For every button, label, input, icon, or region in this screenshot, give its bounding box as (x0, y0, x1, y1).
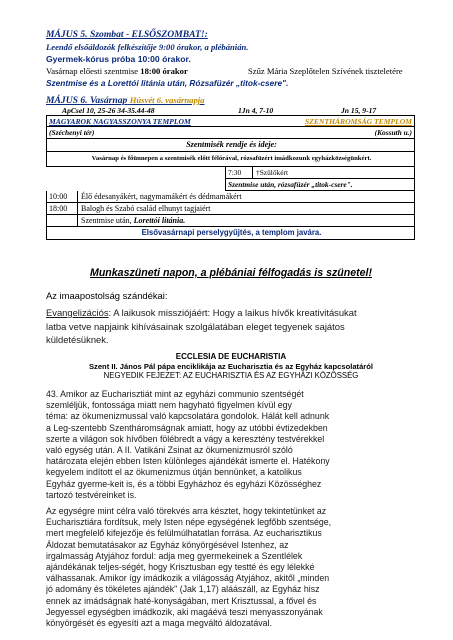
prayer-text-line: küldetésüknek. (46, 334, 109, 345)
vigil-mass-label: Vasárnap előesti szentmise (46, 66, 139, 76)
encyclical-paragraph-1 (46, 389, 416, 501)
litany-label: Lorettói litánia. (133, 216, 186, 225)
mass-note: Szentmise után, rózsafüzér „titok-csere". (228, 180, 353, 189)
mass-note: Szentmise után, Lorettói litánia. (81, 216, 186, 225)
paragraph-line: Eucharisztiára fordítsuk, mely Isten népe egységének legfőbb szentsége, (46, 517, 332, 528)
paragraph-line: való egység után. A II. Vatikáni Zsinat az ökumenizmusról szóló (46, 445, 293, 456)
church-address-row (46, 127, 415, 139)
may5-vigil-mass (46, 66, 188, 76)
reading-first: ApCsel 10, 25-26 34-35.44-48 (62, 106, 155, 115)
rosary-notice: Vasárnap és főünnepen a szentmisék előtt félórával, rózsafüzért imádkozunk egyházközségünkért. (91, 155, 372, 162)
table-row (46, 227, 415, 240)
may6-title (46, 95, 204, 106)
paragraph-line: mert megfelelő kifejezője és felülmúlhatatlan forrása. Az eucharisztikus (46, 528, 322, 539)
paragraph-line: szemléljük, fontossága miatt nem hagyható figyelmen kívül egy (46, 400, 292, 411)
collection-note: Elsővasárnapi perselygyűjtés, a templom javára. (141, 228, 322, 237)
paragraph-line: Az egységre mint célra való törekvés arra késztet, hogy tekintetünket az (46, 506, 327, 516)
church-header-row (46, 115, 415, 127)
table-row (46, 215, 415, 227)
may5-title: MÁJUS 5. Szombat - ELSŐSZOMBAT!: (46, 29, 208, 40)
encyclical-title: ECCLESIA DE EUCHARISTIA (175, 352, 287, 361)
paragraph-line: jó adomány és tökéletes ajándék" (Jak 1,17) aláászáll, az Egyház hisz (46, 584, 320, 595)
paragraph-line: 43. Amikor az Eucharisztiát mint az egyházi communio szentségét (46, 389, 304, 399)
paragraph-line: válhassanak. Amikor így imádkozik a világosság Atyjához, akitől „minden (46, 573, 330, 584)
paragraph-line: Áldozat bemutatásakor az Egyház könyörgésével Istenhez, az (46, 539, 289, 550)
church-left-name: MAGYAROK NAGYASSZONYA TEMPLOM (49, 117, 191, 126)
may5-choir-note: Gyermek-kórus próba 10:00 órakor. (46, 54, 191, 64)
paragraph-line: a Leg-szentebb Szentháromságnak amiatt, hogy az utóbbi évtizedekben (46, 422, 328, 433)
prayer-heading: Az imaapostolság szándékai: (46, 290, 168, 301)
mass-time: 7:30 (228, 168, 242, 177)
mass-intention: †Szülőkért (256, 168, 289, 177)
mass-order-title: Szentmisék rendje és ideje: (186, 140, 277, 149)
encyclical-chapter: NEGYEDIK FEJEZET: AZ EUCHARISZTIA ÉS AZ EGYHÁZI KÖZÖSSÉG (103, 371, 359, 380)
office-closed-announcement (46, 267, 416, 279)
table-row (46, 191, 415, 203)
prayer-label: Evangelizációs (46, 307, 109, 318)
reading-second: 1Jn 4, 7-10 (238, 106, 274, 115)
mass-intention: Élő édesanyákért, nagymamákért és dédmamákért (81, 192, 242, 201)
prayer-text-line: latba vetve napjaink kihívásainak szolgálatában eleget tegyenek sajátos (46, 320, 345, 332)
may5-first-communion-note: Leendő elsőáldozók felkészítője 9:00 órakor, a plébánián. (46, 42, 249, 52)
paragraph-line: téma: az ökumenizmussal való kapcsolatára gondolok. Hálát kell adnunk (46, 411, 330, 422)
paragraph-line: tartozó testvéreinket is. (46, 489, 137, 500)
may6-title-main: MÁJUS 6. Vasárnap (46, 95, 128, 106)
paragraph-line: ennek az imádságnak haté-konyságában, mert Krisztussal, a fővel és (46, 595, 317, 606)
mass-time: 10:00 (49, 192, 68, 201)
vigil-mass-time: 18:00 órakor (138, 66, 188, 76)
may6-title-feast: Húsvét 6. vasárnapja (129, 95, 205, 105)
table-row (225, 179, 415, 191)
table-row (225, 167, 415, 179)
paragraph-line: irgalmasság Atyjához fordul: adja meg gyermekeinek a Szentlélek (46, 550, 303, 561)
paragraph-line: ajándékának teljes-ségét, hogy Krisztusban egy testté és egy lélekké (46, 562, 315, 573)
announcement-text: Munkaszüneti napon, a plébániai félfogadás is szünetel! (90, 267, 372, 279)
church-right-name: SZENTHÁROMSÁG TEMPLOM (305, 117, 412, 126)
may5-rosary-note: Szentmise és a Lorettói litánia után, Rózsafüzér „titok-csere". (46, 78, 289, 88)
paragraph-line: határozata elején ebben Isten különleges ajándékát ismerte el. Hatékony (46, 456, 330, 467)
may5-vigil-dedication: Szűz Mária Szeplőtelen Szívének tiszteletére (248, 66, 403, 76)
paragraph-line: kegyelem indított el az ökumenizmus útján bennünket, a katolikus (46, 467, 302, 478)
paragraph-line: Egyház gyerme-keit is, és a többi Egyházhoz és egyházi Közösséghez (46, 478, 322, 489)
encyclical-subtitle: Szent II. János Pál pápa enciklikája az Eucharisztia és az Egyház kapcsolatáról (88, 362, 374, 371)
prayer-intention (46, 306, 416, 347)
church-left-address: (Széchenyi tér) (49, 128, 95, 137)
church-right-address: (Kossuth u.) (374, 128, 412, 137)
paragraph-line: Jegyessel egységben imádkozik, aki magáévá teszi menyasszonyának (46, 606, 323, 617)
mass-order-row (46, 139, 415, 152)
prayer-text-line: : A laikusok missziójáért: Hogy a laikus hívők kreativitásukat (108, 307, 357, 318)
table-row (46, 203, 415, 215)
reading-gospel: Jn 15, 9-17 (341, 106, 377, 115)
notice-row (46, 152, 415, 167)
encyclical-paragraph-2 (46, 506, 416, 629)
mass-intention: Balogh és Szabó család elhunyt tagjaiért (81, 204, 211, 213)
mass-time: 18:00 (49, 204, 68, 213)
paragraph-line: szerte a világon sok hívőben fölébredt a vágy a keresztény testvérekkel (46, 433, 325, 444)
paragraph-line: könyörgését és egyesíti azt a maga megváltó áldozatával. (46, 618, 272, 629)
